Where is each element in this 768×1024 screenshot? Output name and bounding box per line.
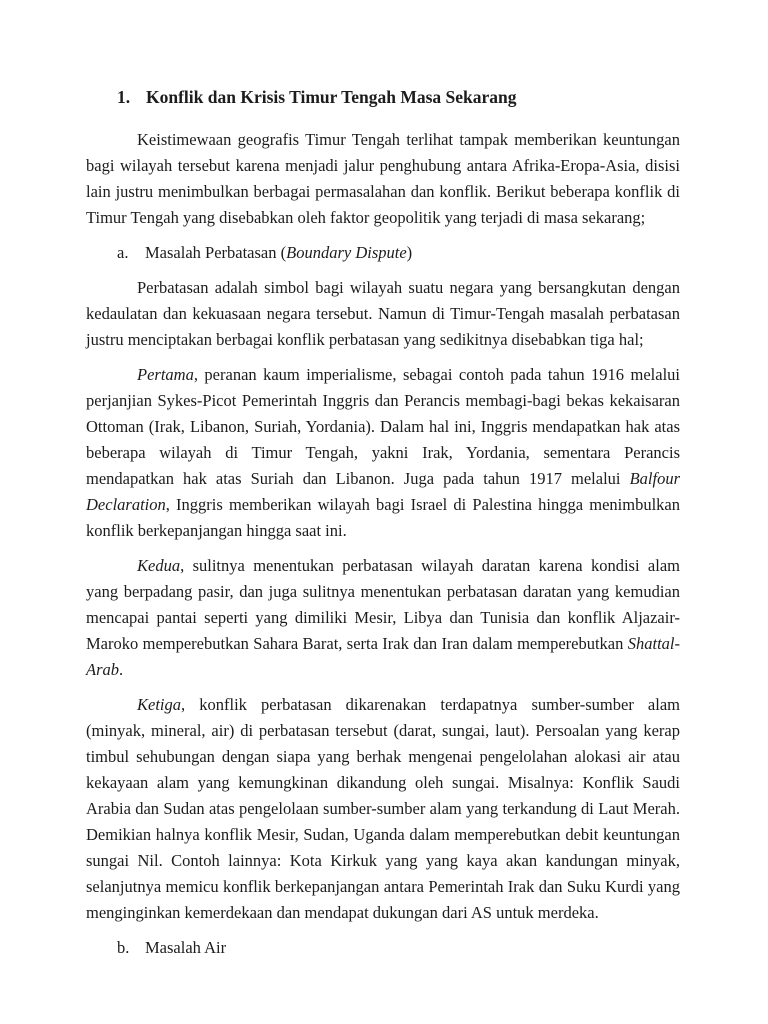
paragraph-pertama-italic-term: Balfour Declaration [86,469,680,514]
list-item-a [117,240,680,266]
paragraph-pertama [86,362,680,544]
list-item-a-label-suffix: ) [406,243,413,262]
list-item-a-label [145,240,412,266]
paragraph-kedua-italic-term: Shattal-Arab [86,634,680,679]
section-heading-number: 1. [117,87,131,107]
list-item-b-marker: b. [117,938,130,957]
list-item-a-label-italic-term: Boundary Dispute [286,243,407,262]
list-item-a-marker: a. [117,243,129,262]
paragraph-ketiga-body1: , konflik perbatasan dikarenakan terdapatnya sumber-sumber alam (minyak, mineral, air) di perbatasan tersebut (darat, sungai, laut). Persoalan yang kerap timbul sehubungan dengan siapa yang berhak mengenai pengelolahan alokasi air atau kekayaan alam yang kemungkinan dikandung oleh sungai. Misalnya: Konflik Saudi Arabia dan Sudan atas pengelolaan sumber-sumber alam yang terkandung di Laut Merah. Demikian halnya konflik Mesir, Sudan, Uganda dalam memperebutkan debit keuntungan sungai Nil. Contoh lainnya: Kota Kirkuk yang yang kaya akan kandungan minyak, selanjutnya memicu konflik berkepanjangan antara Pemerintah Irak dan Suku Kurdi yang menginginkan kemerdekaan dan mendapat dukungan dari AS untuk merdeka. [86,695,680,922]
paragraph-kedua [86,553,680,683]
paragraph-pertama-lead: Pertama [137,365,194,384]
list-item-b-label: Masalah Air [145,938,227,957]
section-heading [117,86,680,109]
paragraph-perbatasan: Perbatasan adalah simbol bagi wilayah suatu negara yang bersangkutan dengan kedaulatan dan kekuasaan negara tersebut. Namun di Timur-Tengah masalah perbatasan justru menciptakan berbagai konflik perbatasan yang sedikitnya disebabkan tiga hal; [86,278,680,349]
list-item-b [117,935,680,961]
section-heading-title: Konflik dan Krisis Timur Tengah Masa Sekarang [146,87,517,107]
paragraph-pertama-body1: , peranan kaum imperialisme, sebagai contoh pada tahun 1916 melalui perjanjian Sykes-Picot Pemerintah Inggris dan Perancis membagi-bagi bekas kekaisaran Ottoman (Irak, Libanon, Suriah, Yordania). Dalam hal ini, Inggris mendapatkan hak atas beberapa wilayah di Timur Tengah, yakni Irak, Yordania, sementara Perancis mendapatkan hak atas Suriah dan Libanon. Juga pada tahun 1917 melalui [86,365,680,488]
paragraph-kedua-body1: , sulitnya menentukan perbatasan wilayah daratan karena kondisi alam yang berpadang pasir, dan juga sulitnya menentukan perbatasan daratan yang kemudian mencapai pantai seperti yang dimiliki Mesir, Libya dan Tunisia dan konflik Aljazair-Maroko memperebutkan Sahara Barat, serta Irak dan Iran dalam memperebutkan [86,556,680,653]
paragraph-kedua-lead: Kedua [137,556,181,575]
paragraph-pertama-body2: , Inggris memberikan wilayah bagi Israel di Palestina hingga menimbulkan konflik berkepanjangan hingga saat ini. [86,495,680,540]
paragraph-kedua-body2: . [119,660,124,679]
paragraph-ketiga-lead: Ketiga [137,695,181,714]
paragraph-intro: Keistimewaan geografis Timur Tengah terlihat tampak memberikan keuntungan bagi wilayah tersebut karena menjadi jalur penghubung antara Afrika-Eropa-Asia, disisi lain justru menimbulkan berbagai permasalahan dan konflik. Berikut beberapa konflik di Timur Tengah yang disebabkan oleh faktor geopolitik yang terjadi di masa sekarang; [86,130,680,227]
paragraph-ketiga [86,692,680,926]
document-content [86,86,680,970]
list-item-a-label-prefix: Masalah Perbatasan ( [145,243,287,262]
